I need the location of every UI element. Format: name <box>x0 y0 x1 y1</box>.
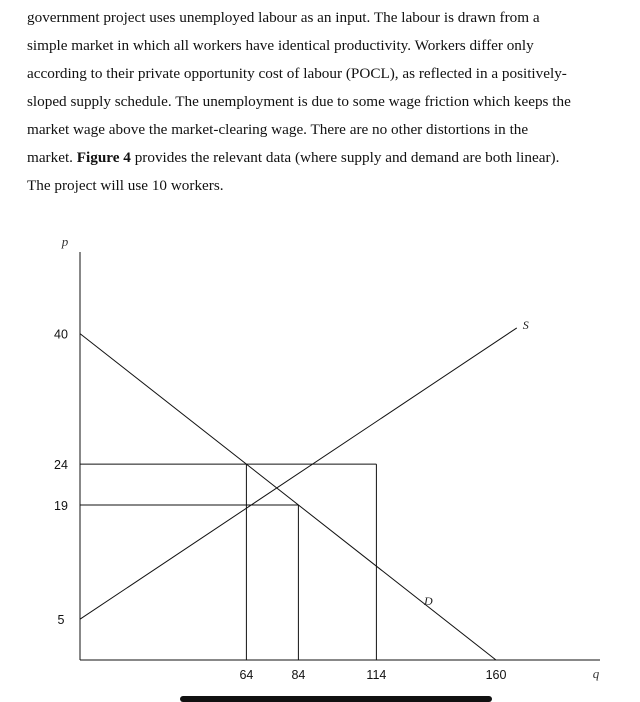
axes <box>80 252 600 660</box>
text-line-6-end: provides the relevant data (where supply and demand are both linear). <box>130 149 560 166</box>
text-line-7: The project will use 10 workers. <box>27 177 224 194</box>
curve-d <box>80 334 496 660</box>
y-tick-label: 40 <box>54 327 68 342</box>
text-line-3: according to their private opportunity cost of labour (POCL), as reflected in a positively- <box>27 65 567 82</box>
x-tick-label: 114 <box>366 668 387 682</box>
text-line-1: government project uses unemployed labour as an input. The labour is drawn from a <box>27 9 540 26</box>
text-line-6-start: market. <box>27 149 77 166</box>
x-axis-label: q <box>592 666 600 681</box>
curve-label-s: S <box>522 317 529 332</box>
x-tick-label: 64 <box>239 668 254 682</box>
text-line-4: sloped supply schedule. The unemployment is due to some wage friction which keeps the <box>27 93 571 110</box>
y-axis-label: p <box>61 234 69 249</box>
y-tick-label: 5 <box>57 613 65 628</box>
y-tick-label: 19 <box>54 498 68 513</box>
text-line-5: market wage above the market-clearing wage. There are no other distortions in the <box>27 121 529 138</box>
figure-reference: Figure 4 <box>76 149 131 166</box>
x-tick-label: 160 <box>485 668 507 682</box>
y-tick-label: 24 <box>54 458 68 473</box>
guide-lines <box>80 464 376 660</box>
text-line-2: simple market in which all workers have identical productivity. Workers differ only <box>27 37 534 54</box>
curve-label-d: D <box>424 593 433 608</box>
curves <box>80 318 529 660</box>
x-tick-label: 84 <box>291 668 306 682</box>
scroll-indicator <box>180 696 492 702</box>
